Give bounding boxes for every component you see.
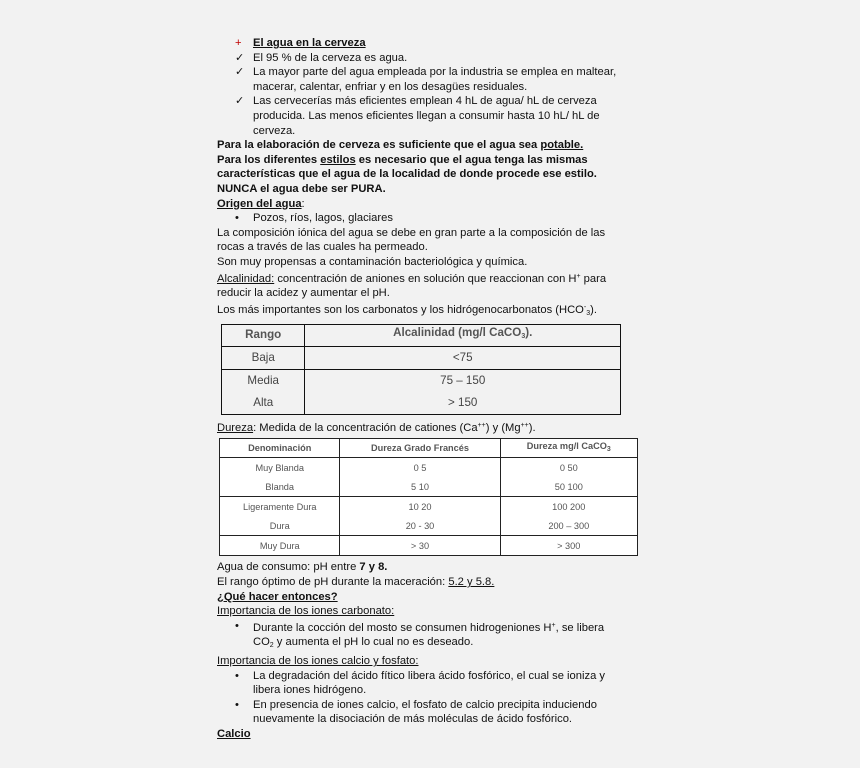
table-header: Rango (222, 325, 305, 347)
alcalinidad-definition: Alcalinidad: concentración de aniones en solución que reaccionan con H+ para (217, 272, 607, 285)
bullet-icon: • (235, 619, 239, 632)
table-header: Alcalinidad (mg/l CaCO$_3$). (305, 325, 621, 347)
table-row: Blanda 5 10 50 100 (220, 477, 638, 497)
calcio-title: Calcio (217, 728, 251, 740)
table-row: Media 75 – 150 (222, 370, 621, 393)
table-row: Baja <75 (222, 347, 621, 370)
alcalinidad-line2: reducir la acidez y aumentar el pH. (217, 287, 390, 300)
checkmark-icon: ✓ (235, 95, 245, 108)
table-row: Ligeramente Dura 10 20 100 200 (220, 497, 638, 517)
table-row: Muy Dura > 30 > 300 (220, 536, 638, 556)
que-hacer-heading: ¿Qué hacer entonces? (217, 590, 338, 603)
calcio-heading: Importancia de los iones calcio y fosfato: (217, 655, 419, 668)
table-header: Denominación (220, 438, 340, 458)
checkmark-icon: ✓ (235, 66, 245, 79)
table-row: Muy Blanda 0 5 0 50 (220, 458, 638, 478)
table-row: Dura 20 - 30 200 – 300 (220, 516, 638, 536)
composition-line-1: La composición iónica del agua se debe en gran parte a la composición de las (217, 226, 606, 239)
origen-heading: Origen del agua: (217, 197, 305, 210)
table-row: Alta > 150 (222, 392, 621, 415)
document-page (217, 36, 643, 742)
carbonatos-line: Los más importantes son los carbonatos y los hidrógenocarbonatos $(HCO^-_3)$. (217, 303, 597, 317)
bold-paragraph-pura: NUNCA el agua debe ser PURA. (217, 182, 386, 195)
alcalinidad-table (221, 324, 621, 415)
check-item-3: ✓ Las cervecerías más eficientes emplean 4 hL de agua/ hL de cerveza producida. Las menos eficientes llegan a consumir hasta 10 hL/ hL de cerveza. (235, 95, 600, 137)
check-item-1: ✓ El 95 % de la cerveza es agua. (235, 51, 408, 64)
table-header: Dureza Grado Francés (340, 438, 500, 458)
red-plus-bullet-icon: + (235, 37, 242, 49)
bullet-icon: • (235, 698, 239, 711)
consumo-line: Agua de consumo: pH entre 7 y 8. (217, 561, 388, 574)
bold-paragraph-estilos-line2: características que el agua de la localidad de donde procede ese estilo. (217, 168, 597, 181)
composition-line-3: Son muy propensas a contaminación bacteriológica y química. (217, 255, 528, 268)
check-item-2: ✓ La mayor parte del agua empleada por la industria se emplea en maltear, macerar, calentar, enfriar y en los desagües residuales. (235, 66, 617, 93)
section-heading-item (217, 36, 643, 51)
bullet-icon: • (235, 212, 239, 225)
bold-paragraph-estilos: Para los diferentes estilos es necesario que el agua tenga las mismas (217, 153, 588, 166)
carbonato-bullet: • Durante la cocción del mosto se consumen hidrogeniones H+, se libera $CO_2$ y aumenta el pH lo cual no es deseado. (235, 619, 605, 650)
section-title: El agua en la cerveza (253, 37, 366, 49)
dureza-definition: Dureza: Medida de la concentración de cationes (Ca++) y (Mg++). (217, 422, 536, 435)
checkmark-icon: ✓ (235, 51, 245, 64)
composition-line-2: rocas a través de las cuales ha permeado. (217, 241, 428, 254)
origen-bullet: • Pozos, ríos, lagos, glaciares (235, 212, 393, 225)
bold-paragraph-potable: Para la elaboración de cerveza es suficiente que el agua sea potable. (217, 139, 584, 152)
table-header: Dureza mg/l CaCO$_3$ (500, 438, 637, 458)
bullet-icon: • (235, 669, 239, 682)
carbonato-heading: Importancia de los iones carbonato: (217, 605, 395, 618)
calcio-bullet-2: • En presencia de iones calcio, el fosfato de calcio precipita induciendo nuevamente la disociación de más moléculas de ácido fosfórico. (235, 698, 597, 726)
dureza-table (219, 438, 638, 557)
calcio-bullet-1: • La degradación del ácido fítico libera ácido fosfórico, el cual se ioniza y libera iones hidrógeno. (235, 669, 605, 697)
rango-line: El rango óptimo de pH durante la maceración: 5.2 y 5.8. (217, 576, 495, 589)
